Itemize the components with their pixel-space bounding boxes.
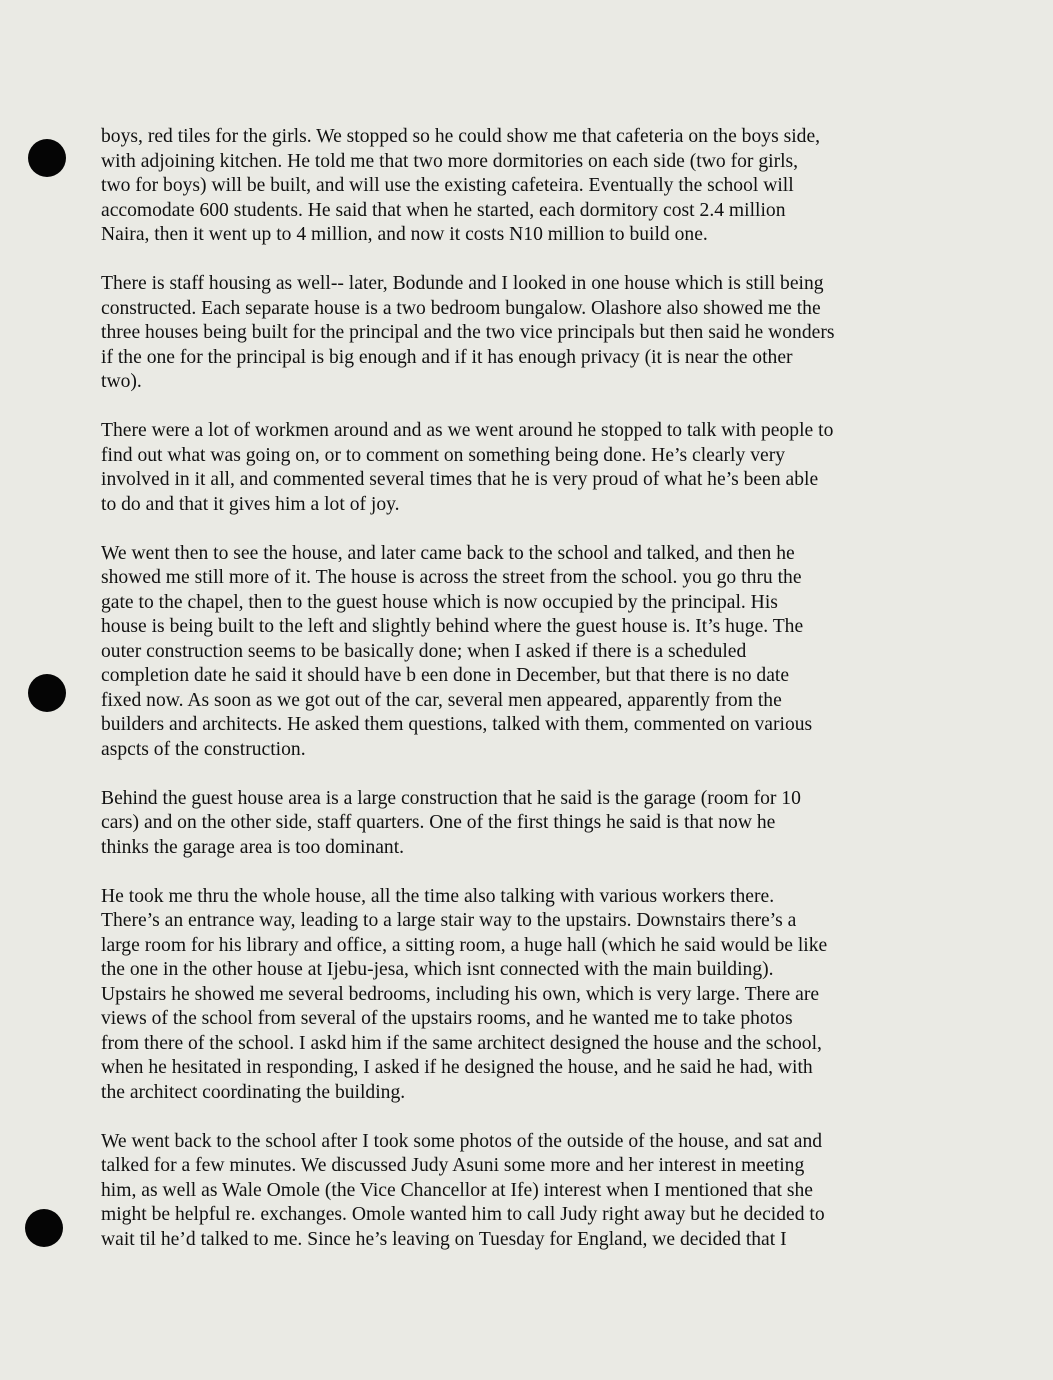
paragraph-return-to-school: We went back to the school after I took some photos of the outside of the house, and sat and talked for a few minutes. We discussed Judy Asuni some more and her interest in meeting him, as well as Wale Omole (the Vice Chancellor at Ife) interest when I mentioned that she might be helpful re. exchanges. Omole wanted him to call Judy right away but he decided to wait til he’d talked to me. Since he’s leaving on Tuesday for England, we decided that I: [101, 1130, 825, 1250]
punch-hole-middle: [28, 674, 66, 712]
punch-hole-bottom: [25, 1209, 63, 1247]
paragraph-house-tour: He took me thru the whole house, all the time also talking with various workers there. There’s an entrance way, leading to a large stair way to the upstairs. Downstairs there’s a large room for his library and office, a sitting room, a huge hall (which he said would be like the one in the other house at Ijebu-jesa, which isnt connected with the main building). Upstairs he showed me several bedrooms, including his own, which is very large. There are views of the school from several of the upstairs rooms, and he wanted me to take photos from there of the school. I askd him if the same architect designed the house and the school, when he hesitated in responding, I asked if he designed the house, and he said he had, with the architect coordinating the building.: [101, 885, 828, 1103]
punch-hole-top: [28, 139, 66, 177]
paragraph-staff-housing: There is staff housing as well-- later, Bodunde and I looked in one house which is still being constructed. Each separate house is a two bedroom bungalow. Olashore also showed me the three houses being built for the principal and the two vice principals but then said he wonders if the one for the principal is big enough and if it has enough privacy (it is near the other two).: [101, 273, 835, 392]
paragraph-cafeteria-dormitories: boys, red tiles for the girls. We stopped so he could show me that cafeteria on the boys side, with adjoining kitchen. He told me that two more dormitories on each side (two for girls, two for boys) will be built, and will use the existing cafeteira. Eventually the school will accomodate 600 students. He said that when he started, each dormitory cost 2.4 million Naira, then it went up to 4 million, and now it costs N10 million to build one.: [101, 126, 821, 245]
paragraph-garage: Behind the guest house area is a large construction that he said is the garage (room for 10 cars) and on the other side, staff quarters. One of the first things he said is that now he thinks the garage area is too dominant.: [101, 787, 801, 858]
paragraph-house-visit: We went then to see the house, and later came back to the school and talked, and then he showed me still more of it. The house is across the street from the school. you go thru the gate to the chapel, then to the guest house which is now occupied by the principal. His house is being built to the left and slightly behind where the guest house is. It’s huge. The outer construction seems to be basically done; when I asked if there is a scheduled completion date he said it should have b een done in December, but that there is no date fixed now. As soon as we got out of the car, several men appeared, apparently from the builders and architects. He asked them questions, talked with them, commented on various aspcts of the construction.: [101, 542, 813, 760]
paragraph-workmen: There were a lot of workmen around and as we went around he stopped to talk with people to find out what was going on, or to comment on something being done. He’s clearly very involved in it all, and commented several times that he is very proud of what he’s been able to do and that it gives him a lot of joy.: [101, 420, 834, 515]
document-body: [101, 125, 931, 1277]
